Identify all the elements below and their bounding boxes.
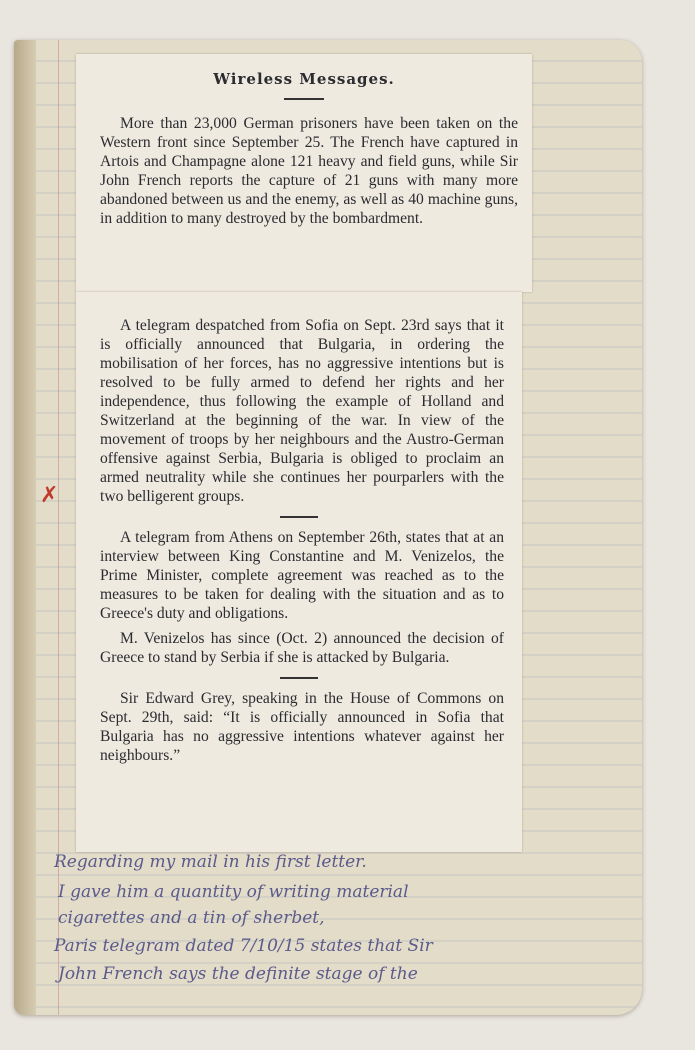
clipping-paragraph-venizelos: M. Venizelos has since (Oct. 2) announced the decision of Greece to stand by Serbia if she is attacked by Bulgaria. bbox=[100, 630, 504, 666]
handwritten-line: Regarding my mail in his first letter. bbox=[54, 852, 367, 872]
clipping-paragraph-athens: A telegram from Athens on September 26th, states that at an interview between King Constantine and M. Venizelos, the Prime Minister, complete agreement was reached as to the measures to be taken for dealing with the situation and as to Greece's duty and obligations. bbox=[100, 529, 504, 622]
clipping-paragraph-grey: Sir Edward Grey, speaking in the House of Commons on Sept. 29th, said: “It is officially announced in Sofia that Bulgaria has no aggressive intentions whatever against her neighbours.” bbox=[100, 690, 504, 764]
clipping-title: Wireless Messages. bbox=[213, 70, 395, 88]
clipping-paragraph-sofia: A telegram despatched from Sofia on Sept. 23rd says that it is officially announced that Bulgaria, in ordering the mobilisation of her forces, has no aggressive intentions but is resolved to be fully armed to defend her rights and her independence, thus following the example of Holland and Switzerland at the beginning of the war. In view of the movement of troops by her neighbours and the Austro-German offensive against Serbia, Bulgaria is obliged to proclaim an armed neutrality while she continues her pourparlers with the two belligerent groups. bbox=[100, 317, 504, 505]
title-rule bbox=[284, 98, 324, 100]
newspaper-clipping-balkans bbox=[76, 292, 522, 852]
clipping-paragraph: More than 23,000 German prisoners have been taken on the Western front since September 25. The French have captured in Artois and Champagne alone 121 heavy and field guns, while Sir John French reports the capture of 21 guns with many more abandoned between us and the enemy, as well as 40 machine guns, in addition to many destroyed by the bombardment. bbox=[100, 115, 518, 227]
handwritten-line: Paris telegram dated 7/10/15 states that Sir bbox=[54, 936, 433, 956]
handwritten-line: John French says the definite stage of the bbox=[58, 964, 418, 984]
newspaper-clipping-wireless bbox=[76, 54, 532, 292]
red-x-mark: ✗ bbox=[40, 482, 59, 507]
section-rule bbox=[280, 516, 318, 518]
notebook-page bbox=[14, 40, 642, 1015]
section-rule bbox=[280, 677, 318, 679]
notebook-binding bbox=[14, 40, 36, 1015]
handwritten-line: cigarettes and a tin of sherbet, bbox=[58, 908, 325, 928]
handwritten-line: I gave him a quantity of writing material bbox=[58, 882, 409, 902]
